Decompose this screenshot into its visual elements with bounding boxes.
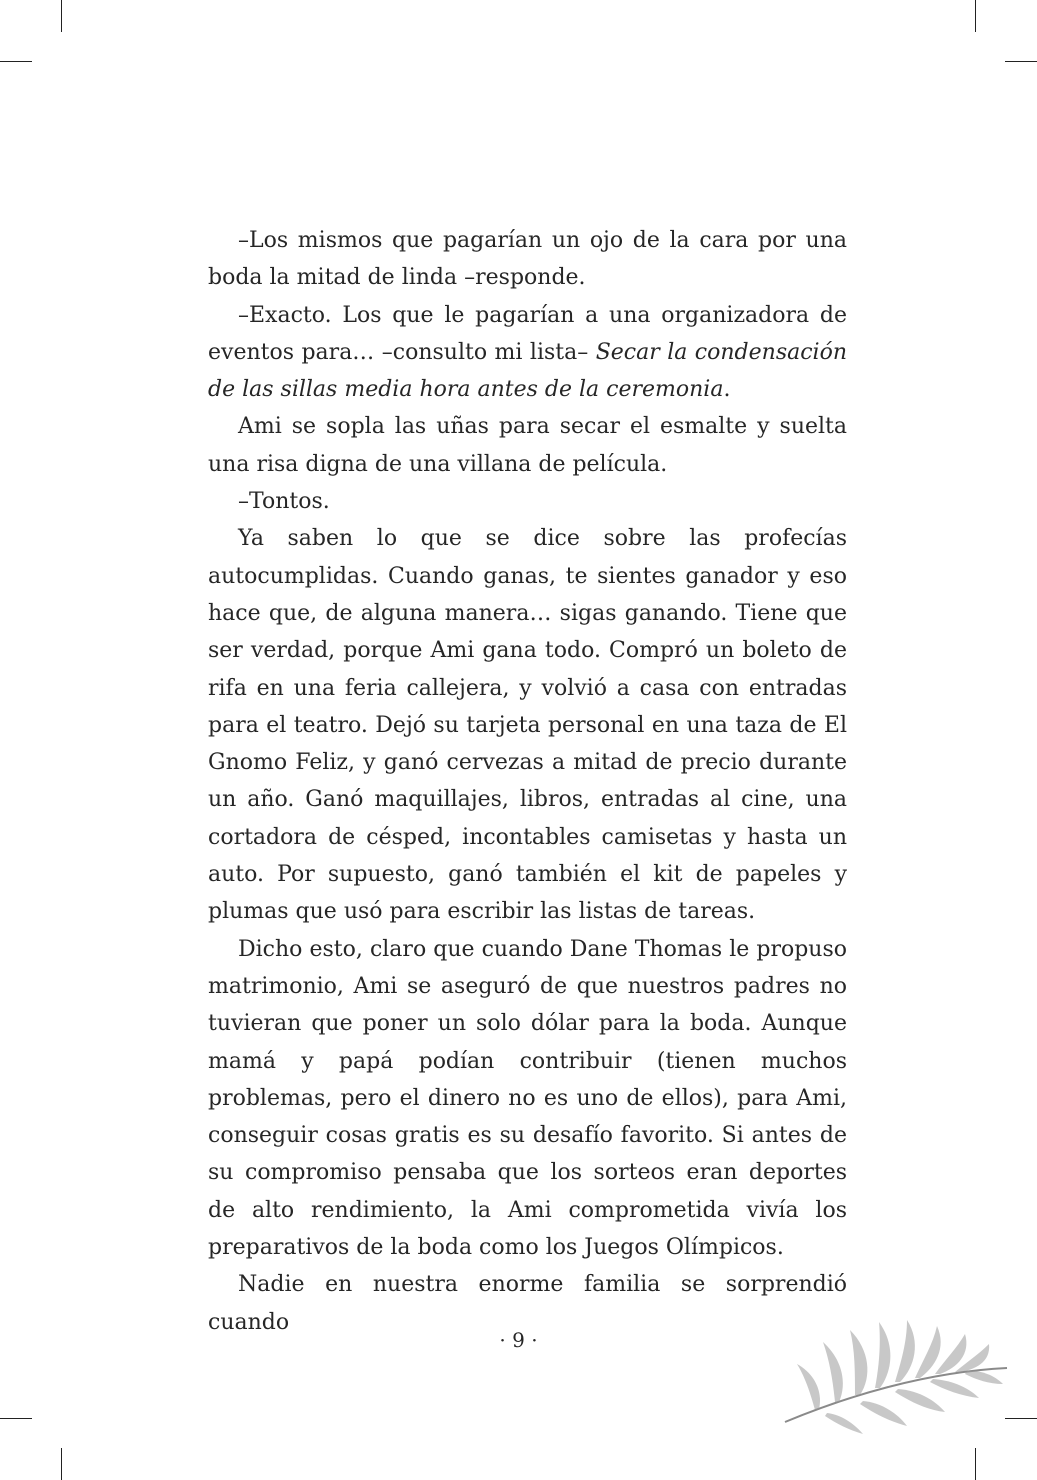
paragraph (208, 222, 847, 297)
text-segment: Ya saben lo que se dice sobre las profecías autocumplidas. Cuando ganas, te sientes ganador y eso hace que, de alguna manera… sigas ganando. Tiene que ser verdad, porque Ami gana todo. Compró un boleto de rifa en una feria callejera, y volvió a casa con entradas para el teatro. Dejó su tarjeta personal en una taza de El Gnomo Feliz, y ganó cervezas a mitad de precio durante un año. Ganó maquillajes, libros, entradas al cine, una cortadora de césped, incontables camisetas y hasta un auto. Por supuesto, ganó también el kit de papeles y plumas que usó para escribir las listas de tareas. (208, 526, 847, 925)
text-segment: –Tontos. (238, 489, 330, 515)
paragraph (208, 931, 847, 1267)
paragraph (208, 297, 847, 409)
text-segment: –Los mismos que pagarían un ojo de la cara por una boda la mitad de linda –responde. (208, 228, 847, 291)
crop-mark-top-left-horizontal (0, 61, 32, 62)
crop-mark-top-right-vertical (975, 0, 976, 32)
leaf-illustration-icon (775, 1312, 1010, 1437)
paragraph (208, 408, 847, 483)
crop-mark-bottom-left-vertical (61, 1448, 62, 1480)
crop-mark-top-right-horizontal (1005, 61, 1037, 62)
crop-mark-top-left-vertical (61, 0, 62, 32)
paragraph (208, 520, 847, 930)
text-segment: Nadie en nuestra enorme familia se sorprendió cuando (208, 1272, 847, 1335)
text-segment: Ami se sopla las uñas para secar el esmalte y suelta una risa digna de una villana de película. (208, 414, 847, 477)
text-segment: . (723, 377, 731, 403)
body-text (208, 222, 847, 1341)
crop-mark-bottom-right-vertical (975, 1448, 976, 1480)
italic-text-segment: Secar la condensación de las sillas media hora antes de la ceremonia (208, 339, 847, 403)
text-segment: –Exacto. Los que le pagarían a una organizadora de eventos para… –consulto mi lista– (208, 302, 847, 365)
page-number: · 9 · (499, 1328, 538, 1352)
paragraph (208, 483, 847, 520)
crop-mark-bottom-left-horizontal (0, 1418, 32, 1419)
text-segment: Dicho esto, claro que cuando Dane Thomas le propuso matrimonio, Ami se aseguró de que nuestros padres no tuvieran que poner un solo dólar para la boda. Aunque mamá y papá podían contribuir (tienen muchos problemas, pero el dinero no es uno de ellos), para Ami, conseguir cosas gratis es su desafío favorito. Si antes de su compromiso pensaba que los sorteos eran deportes de alto rendimiento, la Ami comprometida vivía los preparativos de la boda como los Juegos Olímpicos. (208, 936, 847, 1261)
